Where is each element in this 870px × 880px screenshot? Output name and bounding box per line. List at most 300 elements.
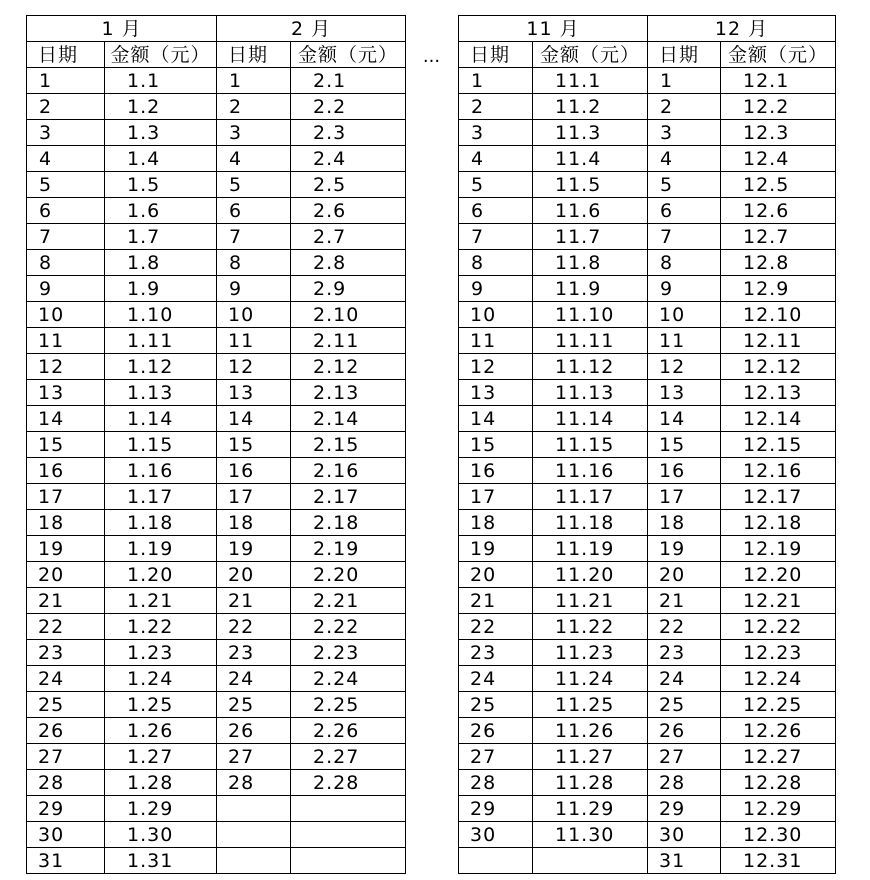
amount-cell: 2.4 — [291, 146, 406, 172]
date-cell: 12 — [459, 354, 533, 380]
amount-cell: 11.2 — [533, 94, 648, 120]
table-row — [217, 354, 406, 380]
amount-cell: 2.24 — [291, 666, 406, 692]
date-cell: 22 — [648, 614, 721, 640]
date-cell: 9 — [217, 276, 291, 302]
table-row — [459, 458, 648, 484]
table-row — [217, 588, 406, 614]
table-row — [459, 614, 648, 640]
date-cell: 8 — [27, 250, 105, 276]
table-row — [217, 796, 406, 822]
date-cell: 22 — [27, 614, 105, 640]
date-cell: 12 — [27, 354, 105, 380]
date-cell: 25 — [217, 692, 291, 718]
amount-cell: 11.16 — [533, 458, 648, 484]
table-row — [648, 354, 836, 380]
date-cell: 3 — [648, 120, 721, 146]
table-row — [459, 536, 648, 562]
date-cell: 7 — [459, 224, 533, 250]
table-row — [27, 224, 217, 250]
amount-cell: 12.22 — [721, 614, 836, 640]
table-row — [27, 458, 217, 484]
date-cell: 11 — [217, 328, 291, 354]
amount-cell: 1.5 — [105, 172, 217, 198]
table-row — [27, 770, 217, 796]
table-row — [459, 484, 648, 510]
table-row — [27, 328, 217, 354]
date-cell: 20 — [459, 562, 533, 588]
column-header-row — [27, 42, 217, 68]
amount-cell: 12.16 — [721, 458, 836, 484]
table-row — [27, 796, 217, 822]
table-row — [459, 822, 648, 848]
amount-cell: 1.2 — [105, 94, 217, 120]
date-cell: 2 — [217, 94, 291, 120]
date-cell: 17 — [27, 484, 105, 510]
amount-cell: 11.15 — [533, 432, 648, 458]
table-row — [459, 68, 648, 94]
date-cell: 21 — [217, 588, 291, 614]
table-row — [27, 692, 217, 718]
amount-cell — [291, 796, 406, 822]
table-row — [217, 380, 406, 406]
table-row — [217, 224, 406, 250]
table-row — [459, 770, 648, 796]
date-cell: 5 — [459, 172, 533, 198]
table-row — [217, 718, 406, 744]
month-title: 1 月 — [27, 16, 217, 42]
date-cell: 29 — [459, 796, 533, 822]
amount-cell: 1.13 — [105, 380, 217, 406]
table-row — [27, 94, 217, 120]
amount-cell: 11.5 — [533, 172, 648, 198]
date-cell: 1 — [217, 68, 291, 94]
date-cell: 30 — [648, 822, 721, 848]
date-cell: 6 — [648, 198, 721, 224]
column-header-row — [459, 42, 648, 68]
date-cell: 11 — [27, 328, 105, 354]
date-cell: 14 — [459, 406, 533, 432]
date-cell: 10 — [459, 302, 533, 328]
table-row — [27, 848, 217, 874]
amount-cell — [533, 848, 648, 874]
amount-cell: 2.20 — [291, 562, 406, 588]
table-row — [459, 510, 648, 536]
amount-cell: 2.5 — [291, 172, 406, 198]
amount-cell: 12.18 — [721, 510, 836, 536]
amount-cell: 11.24 — [533, 666, 648, 692]
table-row — [648, 588, 836, 614]
table-row — [217, 510, 406, 536]
table-row — [27, 614, 217, 640]
date-cell: 2 — [27, 94, 105, 120]
date-cell: 28 — [648, 770, 721, 796]
date-cell: 27 — [459, 744, 533, 770]
table-row — [648, 406, 836, 432]
month-header-row — [27, 16, 217, 42]
table-row — [459, 744, 648, 770]
table-row — [217, 458, 406, 484]
month-table — [458, 15, 648, 874]
amount-column-header: 金额（元） — [533, 42, 648, 68]
table-row — [459, 848, 648, 874]
table-row — [648, 172, 836, 198]
date-cell: 13 — [459, 380, 533, 406]
amount-cell: 11.28 — [533, 770, 648, 796]
date-cell: 17 — [459, 484, 533, 510]
date-column-header: 日期 — [648, 42, 721, 68]
amount-cell: 11.20 — [533, 562, 648, 588]
date-cell: 23 — [27, 640, 105, 666]
amount-cell: 12.1 — [721, 68, 836, 94]
date-cell: 4 — [648, 146, 721, 172]
column-header-row — [648, 42, 836, 68]
amount-cell: 12.25 — [721, 692, 836, 718]
amount-cell: 2.2 — [291, 94, 406, 120]
amount-cell: 2.3 — [291, 120, 406, 146]
table-row — [648, 328, 836, 354]
date-cell: 1 — [648, 68, 721, 94]
table-row — [217, 198, 406, 224]
amount-cell: 12.27 — [721, 744, 836, 770]
amount-cell: 11.21 — [533, 588, 648, 614]
amount-cell: 1.29 — [105, 796, 217, 822]
amount-cell: 11.12 — [533, 354, 648, 380]
table-row — [217, 250, 406, 276]
table-row — [459, 796, 648, 822]
table-row — [648, 510, 836, 536]
amount-cell: 11.13 — [533, 380, 648, 406]
date-column-header: 日期 — [459, 42, 533, 68]
amount-column-header: 金额（元） — [291, 42, 406, 68]
month-title: 11 月 — [459, 16, 648, 42]
date-cell: 30 — [27, 822, 105, 848]
amount-cell: 11.23 — [533, 640, 648, 666]
table-row — [217, 822, 406, 848]
table-row — [459, 146, 648, 172]
amount-cell: 12.9 — [721, 276, 836, 302]
amount-cell: 12.3 — [721, 120, 836, 146]
table-row — [217, 328, 406, 354]
table-row — [217, 120, 406, 146]
amount-cell: 2.13 — [291, 380, 406, 406]
month-header-row — [459, 16, 648, 42]
date-cell: 10 — [27, 302, 105, 328]
table-row — [648, 68, 836, 94]
date-cell: 28 — [27, 770, 105, 796]
date-cell: 5 — [648, 172, 721, 198]
table-row — [648, 94, 836, 120]
date-cell: 18 — [459, 510, 533, 536]
amount-cell: 11.29 — [533, 796, 648, 822]
table-row — [648, 276, 836, 302]
date-cell: 18 — [27, 510, 105, 536]
amount-cell: 2.26 — [291, 718, 406, 744]
date-cell: 19 — [27, 536, 105, 562]
date-cell: 12 — [217, 354, 291, 380]
amount-cell: 1.1 — [105, 68, 217, 94]
table-row — [217, 848, 406, 874]
date-cell: 20 — [648, 562, 721, 588]
month-table-nov — [458, 15, 647, 851]
date-cell: 23 — [459, 640, 533, 666]
amount-cell: 1.16 — [105, 458, 217, 484]
amount-cell: 2.28 — [291, 770, 406, 796]
table-row — [27, 744, 217, 770]
amount-cell: 12.8 — [721, 250, 836, 276]
amount-cell: 12.7 — [721, 224, 836, 250]
month-table-dec — [647, 15, 835, 872]
amount-cell: 2.15 — [291, 432, 406, 458]
date-cell: 6 — [217, 198, 291, 224]
table-row — [459, 718, 648, 744]
amount-cell: 2.16 — [291, 458, 406, 484]
date-cell: 26 — [27, 718, 105, 744]
month-table-feb — [216, 15, 405, 851]
amount-cell: 12.14 — [721, 406, 836, 432]
table-row — [459, 94, 648, 120]
amount-cell: 12.20 — [721, 562, 836, 588]
table-row — [648, 380, 836, 406]
amount-cell: 12.12 — [721, 354, 836, 380]
date-cell: 27 — [217, 744, 291, 770]
amount-cell: 2.21 — [291, 588, 406, 614]
date-cell: 15 — [648, 432, 721, 458]
table-row — [648, 640, 836, 666]
table-row — [648, 744, 836, 770]
table-row — [459, 640, 648, 666]
table-row — [648, 224, 836, 250]
amount-cell: 1.14 — [105, 406, 217, 432]
amount-cell: 11.30 — [533, 822, 648, 848]
date-cell: 21 — [27, 588, 105, 614]
table-row — [648, 562, 836, 588]
month-table — [216, 15, 406, 874]
date-cell: 9 — [459, 276, 533, 302]
table-row — [648, 536, 836, 562]
date-cell: 5 — [27, 172, 105, 198]
amount-cell: 2.23 — [291, 640, 406, 666]
table-row — [648, 848, 836, 874]
date-cell: 14 — [648, 406, 721, 432]
table-row — [648, 458, 836, 484]
date-cell: 13 — [217, 380, 291, 406]
amount-cell: 2.6 — [291, 198, 406, 224]
amount-cell — [291, 822, 406, 848]
amount-cell: 2.7 — [291, 224, 406, 250]
table-row — [27, 146, 217, 172]
amount-cell: 11.4 — [533, 146, 648, 172]
amount-cell: 1.9 — [105, 276, 217, 302]
table-row — [217, 302, 406, 328]
table-row — [648, 432, 836, 458]
table-row — [459, 666, 648, 692]
table-row — [217, 172, 406, 198]
date-cell: 6 — [459, 198, 533, 224]
amount-cell: 11.6 — [533, 198, 648, 224]
date-cell: 7 — [648, 224, 721, 250]
amount-cell: 1.26 — [105, 718, 217, 744]
amount-cell: 11.19 — [533, 536, 648, 562]
amount-cell: 1.21 — [105, 588, 217, 614]
date-cell — [459, 848, 533, 874]
date-cell: 16 — [459, 458, 533, 484]
table-row — [648, 146, 836, 172]
table-row — [648, 822, 836, 848]
month-title: 12 月 — [648, 16, 836, 42]
table-row — [27, 640, 217, 666]
amount-cell: 1.12 — [105, 354, 217, 380]
amount-cell: 1.18 — [105, 510, 217, 536]
amount-cell: 2.10 — [291, 302, 406, 328]
amount-cell: 11.1 — [533, 68, 648, 94]
date-cell: 4 — [459, 146, 533, 172]
month-title: 2 月 — [217, 16, 406, 42]
amount-column-header: 金额（元） — [105, 42, 217, 68]
amount-cell: 12.10 — [721, 302, 836, 328]
date-cell: 17 — [648, 484, 721, 510]
table-row — [459, 354, 648, 380]
date-cell: 15 — [217, 432, 291, 458]
date-cell: 10 — [648, 302, 721, 328]
date-cell: 11 — [648, 328, 721, 354]
month-header-row — [217, 16, 406, 42]
table-row — [648, 692, 836, 718]
table-row — [459, 276, 648, 302]
date-cell: 28 — [459, 770, 533, 796]
date-cell: 4 — [217, 146, 291, 172]
table-row — [27, 198, 217, 224]
table-row — [459, 692, 648, 718]
amount-cell: 11.11 — [533, 328, 648, 354]
table-row — [217, 640, 406, 666]
table-row — [27, 120, 217, 146]
date-column-header: 日期 — [217, 42, 291, 68]
amount-cell: 2.25 — [291, 692, 406, 718]
date-cell: 11 — [459, 328, 533, 354]
amount-cell: 12.13 — [721, 380, 836, 406]
date-cell: 26 — [459, 718, 533, 744]
table-row — [217, 94, 406, 120]
table-row — [648, 250, 836, 276]
date-cell: 19 — [217, 536, 291, 562]
table-row — [648, 614, 836, 640]
date-cell — [217, 796, 291, 822]
date-cell: 23 — [217, 640, 291, 666]
table-row — [27, 718, 217, 744]
date-cell: 6 — [27, 198, 105, 224]
table-row — [217, 666, 406, 692]
amount-cell: 12.26 — [721, 718, 836, 744]
amount-cell: 2.22 — [291, 614, 406, 640]
amount-cell: 12.23 — [721, 640, 836, 666]
table-row — [459, 250, 648, 276]
date-cell: 9 — [648, 276, 721, 302]
date-cell — [217, 822, 291, 848]
table-row — [459, 406, 648, 432]
table-row — [217, 536, 406, 562]
date-cell: 16 — [648, 458, 721, 484]
table-row — [27, 536, 217, 562]
table-row — [27, 588, 217, 614]
amount-cell: 1.24 — [105, 666, 217, 692]
date-cell: 18 — [217, 510, 291, 536]
amount-cell: 12.5 — [721, 172, 836, 198]
date-column-header: 日期 — [27, 42, 105, 68]
amount-cell: 11.9 — [533, 276, 648, 302]
date-cell: 28 — [217, 770, 291, 796]
amount-cell: 11.26 — [533, 718, 648, 744]
table-row — [27, 510, 217, 536]
date-cell: 18 — [648, 510, 721, 536]
table-row — [217, 276, 406, 302]
date-cell: 19 — [648, 536, 721, 562]
amount-cell: 11.14 — [533, 406, 648, 432]
date-cell: 22 — [217, 614, 291, 640]
amount-cell: 2.14 — [291, 406, 406, 432]
date-cell: 1 — [27, 68, 105, 94]
date-cell: 21 — [459, 588, 533, 614]
column-header-row — [217, 42, 406, 68]
amount-cell: 12.11 — [721, 328, 836, 354]
table-row — [27, 666, 217, 692]
date-cell: 23 — [648, 640, 721, 666]
amount-cell: 1.4 — [105, 146, 217, 172]
table-row — [27, 406, 217, 432]
month-table-jan — [26, 15, 216, 872]
amount-cell: 2.27 — [291, 744, 406, 770]
date-cell: 31 — [27, 848, 105, 874]
amount-column-header: 金额（元） — [721, 42, 836, 68]
table-row — [27, 172, 217, 198]
date-cell: 8 — [459, 250, 533, 276]
table-row — [648, 796, 836, 822]
table-row — [27, 276, 217, 302]
table-row — [217, 562, 406, 588]
date-cell: 9 — [27, 276, 105, 302]
table-row — [27, 380, 217, 406]
date-cell: 2 — [459, 94, 533, 120]
amount-cell: 12.15 — [721, 432, 836, 458]
amount-cell: 1.7 — [105, 224, 217, 250]
amount-cell: 2.1 — [291, 68, 406, 94]
amount-cell: 12.17 — [721, 484, 836, 510]
amount-cell: 1.8 — [105, 250, 217, 276]
date-cell: 25 — [459, 692, 533, 718]
table-row — [459, 380, 648, 406]
table-row — [217, 614, 406, 640]
amount-cell: 1.22 — [105, 614, 217, 640]
table-row — [27, 822, 217, 848]
table-row — [27, 250, 217, 276]
amount-cell: 2.8 — [291, 250, 406, 276]
date-cell: 21 — [648, 588, 721, 614]
table-row — [217, 432, 406, 458]
month-table — [26, 15, 217, 874]
amount-cell: 12.28 — [721, 770, 836, 796]
date-cell: 13 — [27, 380, 105, 406]
amount-cell: 11.3 — [533, 120, 648, 146]
table-row — [648, 302, 836, 328]
amount-cell: 12.29 — [721, 796, 836, 822]
date-cell: 26 — [648, 718, 721, 744]
date-cell: 29 — [648, 796, 721, 822]
table-row — [217, 484, 406, 510]
table-row — [648, 770, 836, 796]
table-row — [217, 68, 406, 94]
date-cell: 17 — [217, 484, 291, 510]
amount-cell: 2.11 — [291, 328, 406, 354]
